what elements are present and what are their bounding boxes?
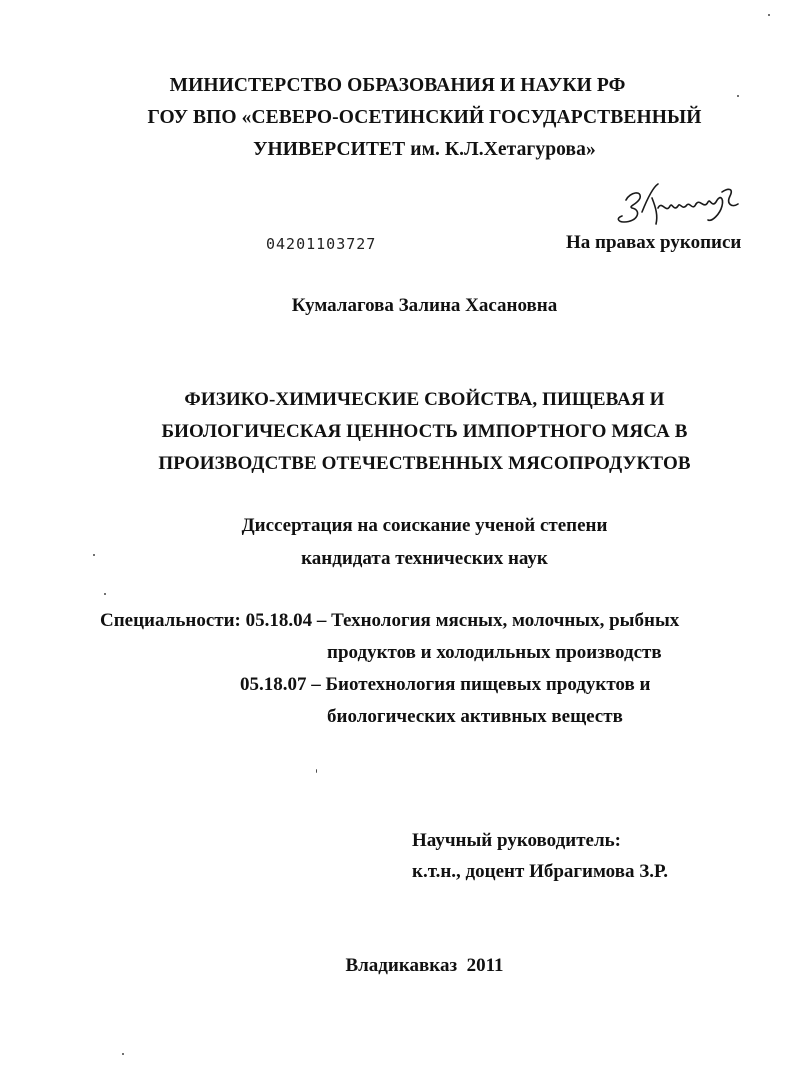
degree-line2: кандидата технических наук (301, 548, 548, 569)
scan-speck (122, 1053, 124, 1055)
specialty-line3: 05.18.07 – Биотехнология пищевых продуктов и (240, 674, 651, 695)
manuscript-rights-label: На правах рукописи (566, 232, 742, 253)
scan-speck (93, 554, 95, 556)
scan-speck (104, 593, 106, 595)
specialty-line4: биологических активных веществ (327, 706, 623, 727)
place-and-year: Владикавказ 2011 (345, 955, 504, 976)
university-header-line1: ГОУ ВПО «СЕВЕРО-ОСЕТИНСКИЙ ГОСУДАРСТВЕННЫЙ (147, 107, 702, 128)
scan-speck (737, 95, 739, 97)
author-name: Кумалагова Залина Хасановна (291, 295, 558, 316)
scan-speck (768, 14, 770, 16)
handwritten-signature-icon (612, 178, 744, 230)
title-line1: ФИЗИКО-ХИМИЧЕСКИЕ СВОЙСТВА, ПИЩЕВАЯ И (184, 389, 665, 410)
title-line3: ПРОИЗВОДСТВЕ ОТЕЧЕСТВЕННЫХ МЯСОПРОДУКТОВ (158, 453, 691, 474)
title-line2: БИОЛОГИЧЕСКАЯ ЦЕННОСТЬ ИМПОРТНОГО МЯСА В (161, 421, 688, 442)
ministry-header: МИНИСТЕРСТВО ОБРАЗОВАНИЯ И НАУКИ РФ (169, 75, 626, 96)
registry-number: 04201103727 (266, 235, 377, 253)
supervisor-name: к.т.н., доцент Ибрагимова З.Р. (412, 861, 668, 882)
university-header-line2: УНИВЕРСИТЕТ им. К.Л.Хетагурова» (253, 139, 596, 160)
specialty-line2: продуктов и холодильных производств (327, 642, 662, 663)
degree-line1: Диссертация на соискание ученой степени (241, 515, 608, 536)
scan-speck (316, 769, 317, 773)
supervisor-label: Научный руководитель: (412, 830, 621, 851)
specialty-line1: Специальности: 05.18.04 – Технология мясных, молочных, рыбных (100, 610, 680, 631)
